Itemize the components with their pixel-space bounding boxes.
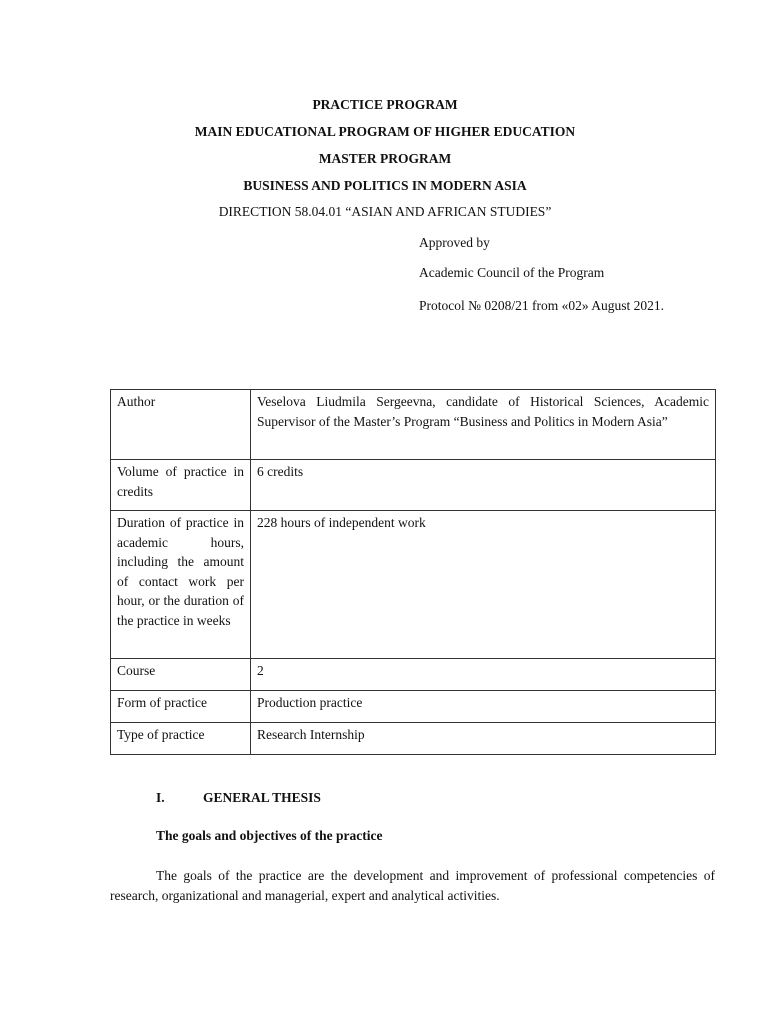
practice-info-table [110,389,716,755]
section-title: GENERAL THESIS [203,790,321,805]
row-label: Volume of practice in credits [111,460,251,511]
row-value: Research Internship [251,723,716,755]
table-row [111,511,716,659]
doc-title: PRACTICE PROGRAM [312,97,458,112]
table-row [111,691,716,723]
row-label: Form of practice [111,691,251,723]
goals-paragraph: The goals of the practice are the development and improvement of professional competencies of research, organizational and managerial, expert and analytical activities. [110,868,715,903]
approving-body: Academic Council of the Program [419,265,605,280]
row-label: Duration of practice in academic hours, including the amount of contact work per hour, or the duration of the practice in weeks [111,511,251,659]
section-number: I. [156,790,165,805]
table-row [111,723,716,755]
table-row [111,460,716,511]
program-name-heading: BUSINESS AND POLITICS IN MODERN ASIA [243,178,527,193]
table-row [111,390,716,460]
row-label: Author [111,390,251,460]
row-label: Type of practice [111,723,251,755]
direction-heading: DIRECTION 58.04.01 “ASIAN AND AFRICAN STUDIES” [218,204,552,219]
approved-by: Approved by [419,235,490,250]
subsection-title: The goals and objectives of the practice [156,828,383,843]
row-value: 2 [251,659,716,691]
program-level-heading: MAIN EDUCATIONAL PROGRAM OF HIGHER EDUCATION [194,124,576,139]
protocol-reference: Protocol № 0208/21 from «02» August 2021. [419,298,665,313]
row-value: Veselova Liudmila Sergeevna, candidate of Historical Sciences, Academic Supervisor of the Master’s Program “Business and Politics in Modern Asia” [251,390,716,460]
row-value: 6 credits [251,460,716,511]
row-value: 228 hours of independent work [251,511,716,659]
master-program-heading: MASTER PROGRAM [318,151,452,166]
row-label: Course [111,659,251,691]
table-row [111,659,716,691]
row-value: Production practice [251,691,716,723]
